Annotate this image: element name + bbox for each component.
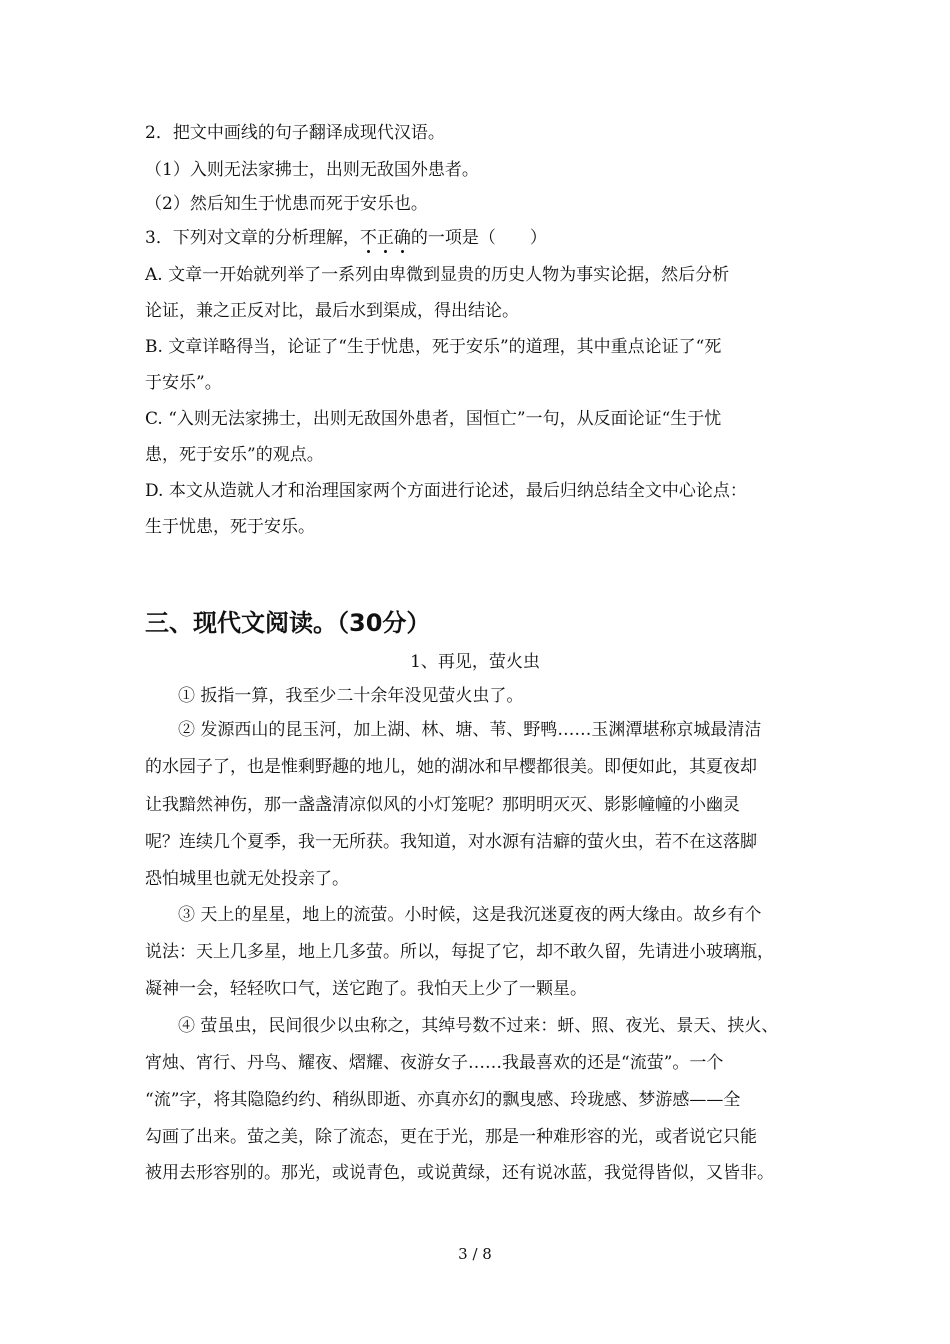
option-c-line-1: C. “入则无法家拂士，出则无敌国外患者，国恒亡”一句，从反面论证“生于忧 [145,409,722,429]
option-b-line-1: B. 文章详略得当，论证了“生于忧患，死于安乐”的道理，其中重点论证了“死 [145,337,722,357]
paragraph-4-line: 宵烛、宵行、丹鸟、耀夜、熠耀、夜游女子……我最喜欢的还是“流萤”。一个 [145,1053,724,1073]
page-number: 3 / 8 [458,1245,492,1263]
paragraph-2-line: 的水园子了，也是惟剩野趣的地儿，她的湖冰和早樱都很美。即便如此，其夏夜却 [145,757,757,777]
option-d-line-1: D. 本文从造就人才和治理国家两个方面进行论述，最后归纳总结全文中心论点： [145,481,747,501]
paragraph-3-line: ③ 天上的星星，地上的流萤。小时候，这是我沉迷夏夜的两大缘由。故乡有个 [178,905,762,925]
emphasis-char: 正 [376,228,394,248]
question-3-suffix: 的一项是（ ） [410,228,547,248]
option-d-line-2: 生于忧患，死于安乐。 [145,517,315,537]
paragraph-4-line: “流”字，将其隐隐约约、稍纵即逝、亦真亦幻的飘曳感、玲珑感、梦游感——全 [145,1090,741,1110]
question-3-title [145,228,547,248]
paragraph-2-line: 恐怕城里也就无处投亲了。 [145,869,349,889]
emphasis-char: 不 [359,228,377,248]
paragraph-4-line: 被用去形容别的。那光，或说青色，或说黄绿，还有说冰蓝，我觉得皆似，又皆非。 [145,1163,774,1183]
paragraph-1: ① 扳指一算，我至少二十余年没见萤火虫了。 [178,686,524,706]
question-2-item-1: （1）入则无法家拂士，出则无敌国外患者。 [145,160,479,180]
passage-title: 1、再见，萤火虫 [410,652,540,672]
question-3-prefix: 3．下列对文章的分析理解， [145,228,360,248]
question-2-title: 2．把文中画线的句子翻译成现代汉语。 [145,123,445,143]
paragraph-2-line: 呢？连续几个夏季，我一无所获。我知道，对水源有洁癖的萤火虫，若不在这落脚 [145,832,757,852]
paragraph-2-line: 让我黯然神伤，那一盏盏清凉似风的小灯笼呢？那明明灭灭、影影幢幢的小幽灵 [145,795,740,815]
paragraph-4-line: ④ 萤虽虫，民间很少以虫称之，其绰号数不过来：蚈、照、夜光、景天、挟火、 [178,1016,779,1036]
option-a-line-2: 论证，兼之正反对比，最后水到渠成，得出结论。 [145,301,519,321]
option-b-line-2: 于安乐”。 [145,373,222,393]
paragraph-2-line: ② 发源西山的昆玉河，加上湖、林、塘、苇、野鸭……玉渊潭堪称京城最清洁 [178,720,762,740]
paragraph-3-line: 说法：天上几多星，地上几多萤。所以，每捉了它，却不敢久留，先请进小玻璃瓶， [145,942,774,962]
option-a-line-1: A. 文章一开始就列举了一系列由卑微到显贵的历史人物为事实论据，然后分析 [145,265,730,285]
emphasis-char: 确 [393,228,411,248]
question-2-item-2: （2）然后知生于忧患而死于安乐也。 [145,194,428,214]
paragraph-4-line: 勾画了出来。萤之美，除了流态，更在于光，那是一种难形容的光，或者说它只能 [145,1127,757,1147]
section-heading: 三、现代文阅读。（30分） [145,609,431,637]
option-c-line-2: 患，死于安乐”的观点。 [145,445,324,465]
paragraph-3-line: 凝神一会，轻轻吹口气，送它跑了。我怕天上少了一颗星。 [145,979,587,999]
